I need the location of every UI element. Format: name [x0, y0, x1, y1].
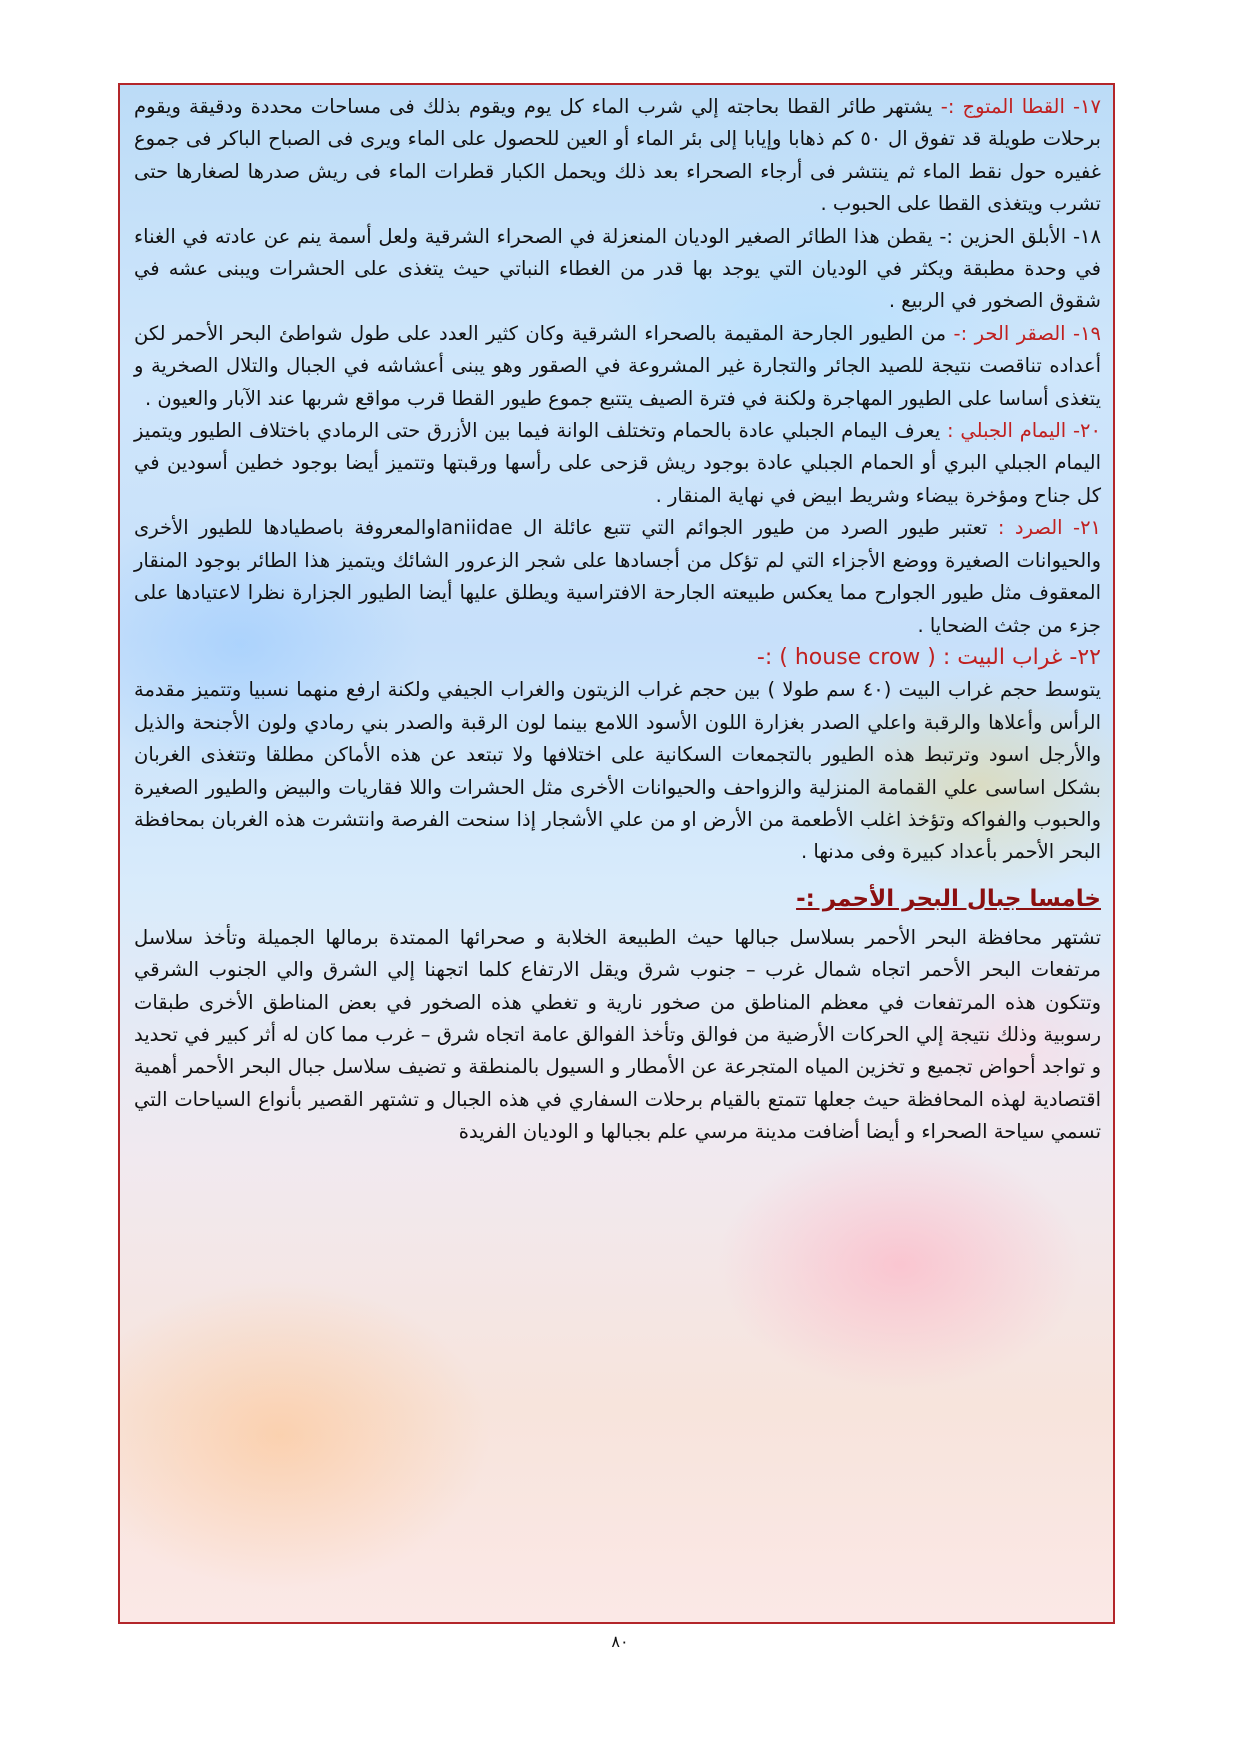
paragraph-red-sea-mountains: تشتهر محافظة البحر الأحمر بسلاسل جبالها حيث الطبيعة الخلابة و صحرائها الممتدة برمالها الجميلة وتأخذ سلاسل مرتفعات البحر الأحمر اتجاه شمال غرب – جنوب شرق ويقل الارتفاع كلما اتجهنا إلي الشرق والي الجنوب الشرقي وتتكون هذه المرتفعات في معظم المناطق من صخور نارية و تغطي هذه الصخور في بعض المناطق الأخرى طبقات رسوبية وذلك نتيجة إلي الحركات الأرضية من فوالق وتأخذ الفوالق عامة اتجاه شرق – غرب مما كان له أثر كبير في تحديد و تواجد أحواض تجميع و تخزين المياه المتجرعة عن الأمطار و السيول بالمنطقة و تضيف سلاسل جبال البحر الأحمر أهمية اقتصادية لهذه المحافظة حيث جعلها تتمتع بالقيام برحلات السفاري في هذه الجبال و تشتهر القصير بأنواع السياحات التي تسمي سياحة الصحراء و أيضا أضافت مدينة مرسي علم بجبالها و الوديان الفريدة: [134, 925, 1101, 1144]
section-heading: خامسا جبال البحر الأحمر :-: [796, 885, 1101, 912]
paragraph-body: يعرف اليمام الجبلي عادة بالحمام وتختلف الوانة فيما بين الأزرق حتى الرمادي باختلاف الطيور ويتميز اليمام الجبلي البري أو الحمام الجبلي عادة بوجود ريش قزحى على رأسها ورقبتها وتتميز أيضا بوجود خطين أسودين في كل جناح ومؤخرة بيضاء وشريط ابيض في نهاية المنقار .: [134, 419, 1101, 507]
paragraph-house-crow-heading: ٢٢- غراب البيت : ( house crow ) :-: [756, 644, 1101, 670]
paragraph-crowned-sandgrouse: [134, 91, 1101, 221]
paragraph-heading: ١٧- القطا المتوج :-: [940, 95, 1101, 118]
page-content: [134, 91, 1101, 1149]
page-number: ٨٠: [611, 1632, 629, 1651]
paragraph-body: يشتهر طائر القطا بحاجته إلي شرب الماء كل يوم ويقوم بذلك فى مساحات محددة ودقيقة ويقوم برحلات طويلة قد تفوق ال ٥٠ كم ذهابا وإيابا إلى بئر الماء أو العين للحصول على الماء ويرى فى الصباح الباكر فى جموع غفيره حول نقط الماء ثم ينتشر فى أرجاء الصحراء بعد ذلك ويحمل الكبار قطرات الماء فى ريش صدرها لصغارها حتى تشرب ويتغذى القطا على الحبوب .: [134, 95, 1101, 216]
paragraph-heading: ٢١- الصرد :: [997, 516, 1102, 540]
paragraph-mourning-wheatear: ١٨- الأبلق الحزين :- يقطن هذا الطائر الصغير الوديان المنعزلة في الصحراء الشرقية ولعل أسمة ينم عن عادته في الغناء في وحدة مطبقة ويكثر في الوديان التي يوجد بها قدر من الغطاء النباتي حيث يتغذى على الحشرات ويبنى عشه في شقوق الصخور في الربيع .: [134, 224, 1101, 313]
paragraph-heading: ١٩- الصقر الحر :-: [953, 321, 1102, 345]
paragraph-house-crow: يتوسط حجم غراب البيت (٤٠ سم طولا ) بين حجم غراب الزيتون والغراب الجيفي ولكنة ارفع منهما نسبيا وتتميز مقدمة الرأس وأعلاها والرقبة واعلي الصدر بغزارة اللون الأسود اللامع بينما لون الرقبة والصدر بني رمادي ولون الأجنحة والذيل والأرجل اسود وترتبط هذه الطيور بالتجمعات السكانية على اختلافها ولا تبتعد عن هذه الأماكن مطلقا وتتغذى الغربان بشكل اساسى علي القمامة المنزلية والزواحف والحيوانات الأخرى مثل الحشرات واللا فقاريات والبيض والطيور الصغيرة والحبوب والفواكه وتؤخذ اغلب الأطعمة من الأرض او من علي الأشجار إذا سنحت الفرصة وانتشرت هذه الغربان بمحافظة البحر الأحمر بأعداد كبيرة وفى مدنها .: [134, 678, 1101, 864]
paragraph-shrike: [134, 512, 1101, 642]
paragraph-saker-falcon: [134, 318, 1101, 415]
paragraph-rock-dove: [134, 415, 1101, 512]
paragraph-body: من الطيور الجارحة المقيمة بالصحراء الشرقية وكان كثير العدد على طول شواطئ البحر الأحمر لكن أعداده تناقصت نتيجة للصيد الجائر والتجارة غير المشروعة في الصقور وهو يبنى أعشاشه في الجبال والتلال الصخرية و يتغذى أساسا على الطيور المهاجرة ولكنة في فترة الصيف يتتبع جموع طيور القطا قرب مواقع شربها عند الآبار والعيون .: [134, 321, 1101, 410]
page-frame: [118, 83, 1115, 1624]
paragraph-body: تعتبر طيور الصرد من طيور الجوائم التي تتبع عائلة ال laniidaeوالمعروفة باصطيادها للطيور الأخرى والحيوانات الصغيرة ووضع الأجزاء التي لم تؤكل من أجسادها على شجر الزعرور الشائك ويتميز هذا الطائر بوجود المنقار المعقوف مثل طيور الجوارح مما يعكس طبيعته الجارحة الافتراسية ويطلق عليها أيضا الطيور الجزارة نظرا لاعتيادها على جزء من جثث الضحايا .: [134, 516, 1101, 637]
paragraph-heading: ٢٠- اليمام الجبلي :: [947, 419, 1101, 443]
